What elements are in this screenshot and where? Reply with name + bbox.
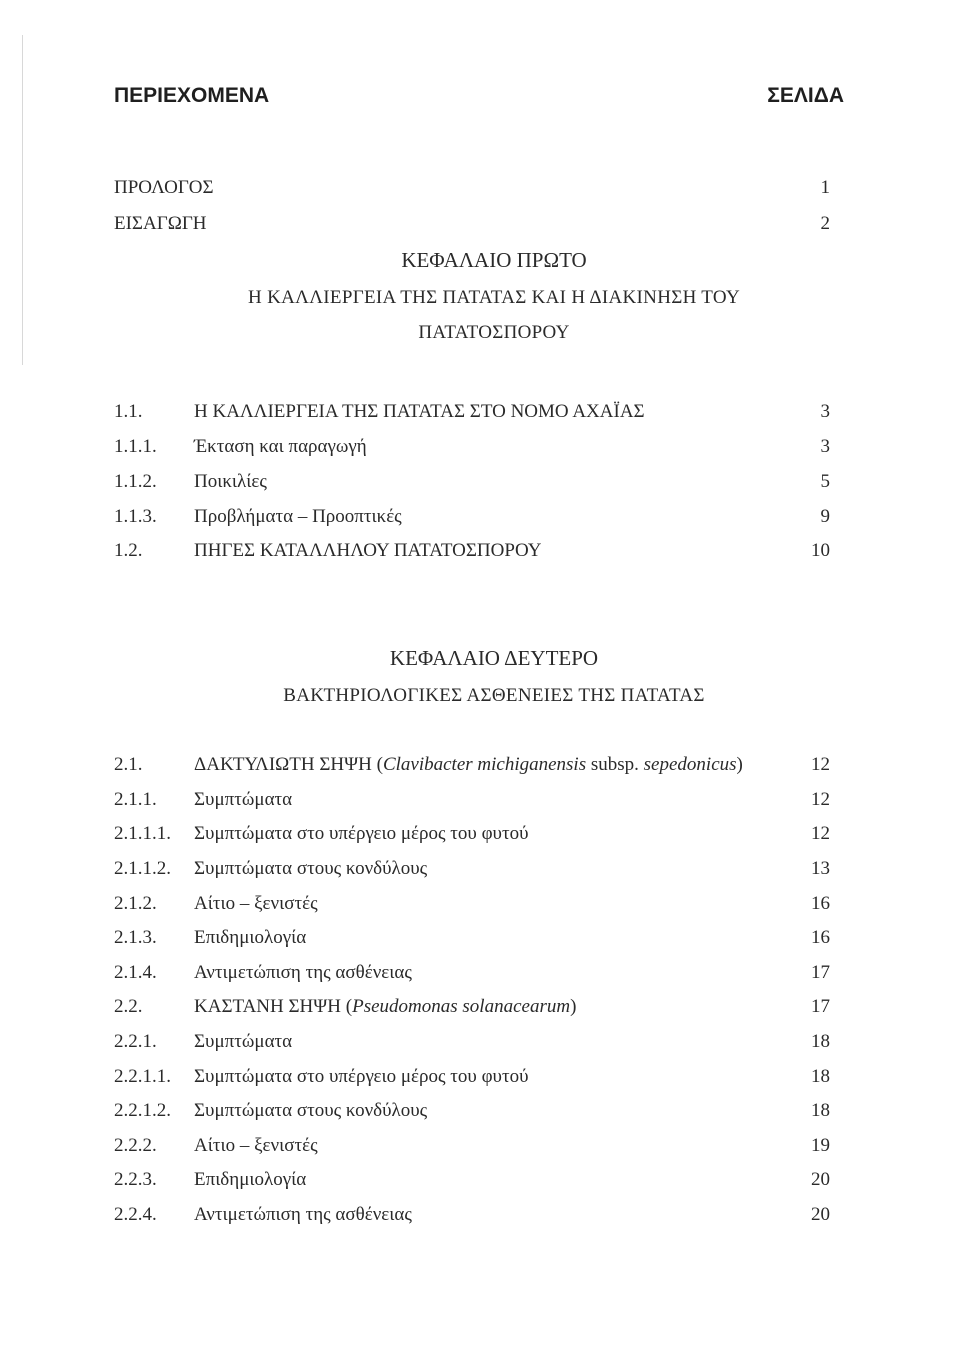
entry-title: Συμπτώματα στο υπέργειο μέρος του φυτού: [194, 823, 529, 844]
entry-number: 1.2.: [114, 540, 143, 561]
entry-number: 2.2.4.: [114, 1204, 157, 1225]
entry-page: 17: [811, 962, 830, 983]
chapter-2-subtitle: ΒΑΚΤΗΡΙΟΛΟΓΙΚΕΣ ΑΣΘΕΝΕΙΕΣ ΤΗΣ ΠΑΤΑΤΑΣ: [283, 685, 705, 706]
entry-title: Προβλήματα – Προοπτικές: [194, 506, 402, 527]
entry-title: Επιδημιολογία: [194, 1169, 307, 1190]
entry-title-text: subsp.: [586, 754, 644, 775]
chapter-1-subtitle-line1: Η ΚΑΛΛΙΕΡΓΕΙΑ ΤΗΣ ΠΑΤΑΤΑΣ ΚΑΙ Η ΔΙΑΚΙΝΗΣΗ ΤΟΥ: [248, 287, 740, 308]
entry-number: 2.1.: [114, 754, 143, 775]
entry-number: 2.1.2.: [114, 893, 157, 914]
toc-entry[interactable]: [114, 923, 830, 953]
toc-header: [114, 84, 844, 118]
toc-entry[interactable]: [114, 502, 830, 532]
entry-title: Συμπτώματα: [194, 1031, 293, 1052]
chapter-1-heading: ΚΕΦΑΛΑΙΟ ΠΡΩΤΟ: [401, 248, 587, 272]
entry-title: Συμπτώματα: [194, 789, 293, 810]
entry-title: Συμπτώματα στο υπέργειο μέρος του φυτού: [194, 1066, 529, 1087]
entry-page: 18: [811, 1031, 830, 1052]
toc-title: ΠΕΡΙΕΧΟΜΕΝΑ: [114, 84, 270, 107]
entry-number: 2.2.1.1.: [114, 1066, 171, 1087]
entry-page: 18: [811, 1066, 830, 1087]
entry-page: 13: [811, 858, 830, 879]
entry-page: 1: [820, 177, 830, 198]
scan-margin-line: [22, 35, 23, 365]
toc-entry[interactable]: [114, 397, 830, 427]
entry-title: Συμπτώματα στους κονδύλους: [194, 1100, 428, 1121]
entry-title: Επιδημιολογία: [194, 927, 307, 948]
entry-title: Ποικιλίες: [194, 471, 267, 492]
toc-entry[interactable]: [114, 750, 830, 780]
toc-entry[interactable]: [114, 854, 830, 884]
toc-entry-prologue[interactable]: [114, 173, 830, 203]
entry-number: 2.2.2.: [114, 1135, 157, 1156]
entry-number: 1.1.2.: [114, 471, 157, 492]
entry-page: 3: [820, 401, 830, 422]
entry-number: 2.1.1.: [114, 789, 157, 810]
toc-entry[interactable]: [114, 1062, 830, 1092]
entry-page: 12: [811, 754, 830, 775]
entry-title: ΠΡΟΛΟΓΟΣ: [114, 177, 214, 198]
entry-page: 10: [811, 540, 830, 561]
entry-number: 1.1.: [114, 401, 143, 422]
toc-entry[interactable]: [114, 1200, 830, 1230]
entry-title: Αντιμετώπιση της ασθένειας: [194, 962, 412, 983]
entry-page: 20: [811, 1204, 830, 1225]
entry-number: 2.2.1.: [114, 1031, 157, 1052]
entry-page: 16: [811, 893, 830, 914]
entry-title: Η ΚΑΛΛΙΕΡΓΕΙΑ ΤΗΣ ΠΑΤΑΤΑΣ ΣΤΟ ΝΟΜΟ ΑΧΑΪΑΣ: [194, 401, 645, 422]
entry-title: Αίτιο – ξενιστές: [194, 1135, 318, 1156]
entry-page: 3: [820, 436, 830, 457]
entry-number: 2.2.1.2.: [114, 1100, 171, 1121]
entry-page: 20: [811, 1169, 830, 1190]
entry-page: 5: [820, 471, 830, 492]
page-column-label: ΣΕΛΙΔΑ: [767, 84, 844, 107]
entry-number: 1.1.3.: [114, 506, 157, 527]
toc-entry[interactable]: [114, 992, 830, 1022]
toc-entry[interactable]: [114, 819, 830, 849]
toc-entry[interactable]: [114, 536, 830, 566]
entry-title-text: ): [570, 996, 577, 1017]
toc-entry[interactable]: [114, 1165, 830, 1195]
toc-entry[interactable]: [114, 785, 830, 815]
toc-entry[interactable]: [114, 467, 830, 497]
entry-title: ΕΙΣΑΓΩΓΗ: [114, 213, 207, 234]
scientific-name: Pseudomonas solanacearum: [352, 996, 571, 1017]
toc-entry[interactable]: [114, 958, 830, 988]
entry-number: 2.1.3.: [114, 927, 157, 948]
entry-title: [194, 750, 743, 780]
entry-title-text: ΚΑΣΤΑΝΗ ΣΗΨΗ (: [194, 996, 353, 1017]
entry-number: 1.1.1.: [114, 436, 157, 457]
entry-page: 19: [811, 1135, 830, 1156]
scientific-name: Clavibacter michiganensis: [382, 754, 587, 775]
entry-page: 12: [811, 789, 830, 810]
entry-title: [194, 992, 576, 1022]
entry-title-text: ΔΑΚΤΥΛΙΩΤΗ ΣΗΨΗ (: [194, 754, 383, 775]
entry-page: 17: [811, 996, 830, 1017]
chapter-1-subtitle-line2: ΠΑΤΑΤΟΣΠΟΡΟΥ: [418, 322, 570, 343]
entry-number: 2.2.: [114, 996, 143, 1017]
entry-title-text: ): [736, 754, 743, 775]
toc-entry[interactable]: [114, 889, 830, 919]
entry-title: ΠΗΓΕΣ ΚΑΤΑΛΛΗΛΟΥ ΠΑΤΑΤΟΣΠΟΡΟΥ: [194, 540, 542, 561]
entry-page: 9: [820, 506, 830, 527]
toc-entry[interactable]: [114, 1027, 830, 1057]
entry-title: Έκταση και παραγωγή: [194, 436, 367, 457]
entry-number: 2.1.1.2.: [114, 858, 171, 879]
entry-page: 18: [811, 1100, 830, 1121]
entry-number: 2.1.1.1.: [114, 823, 171, 844]
scientific-name: sepedonicus: [643, 754, 737, 775]
entry-title: Αίτιο – ξενιστές: [194, 893, 318, 914]
chapter-2-heading: ΚΕΦΑΛΑΙΟ ΔΕΥΤΕΡΟ: [389, 646, 599, 670]
entry-page: 2: [820, 213, 830, 234]
entry-page: 12: [811, 823, 830, 844]
entry-title: Συμπτώματα στους κονδύλους: [194, 858, 428, 879]
toc-entry[interactable]: [114, 1096, 830, 1126]
entry-page: 16: [811, 927, 830, 948]
entry-number: 2.2.3.: [114, 1169, 157, 1190]
entry-number: 2.1.4.: [114, 962, 157, 983]
toc-entry-introduction[interactable]: [114, 209, 830, 239]
toc-entry[interactable]: [114, 1131, 830, 1161]
entry-title: Αντιμετώπιση της ασθένειας: [194, 1204, 412, 1225]
toc-entry[interactable]: [114, 432, 830, 462]
